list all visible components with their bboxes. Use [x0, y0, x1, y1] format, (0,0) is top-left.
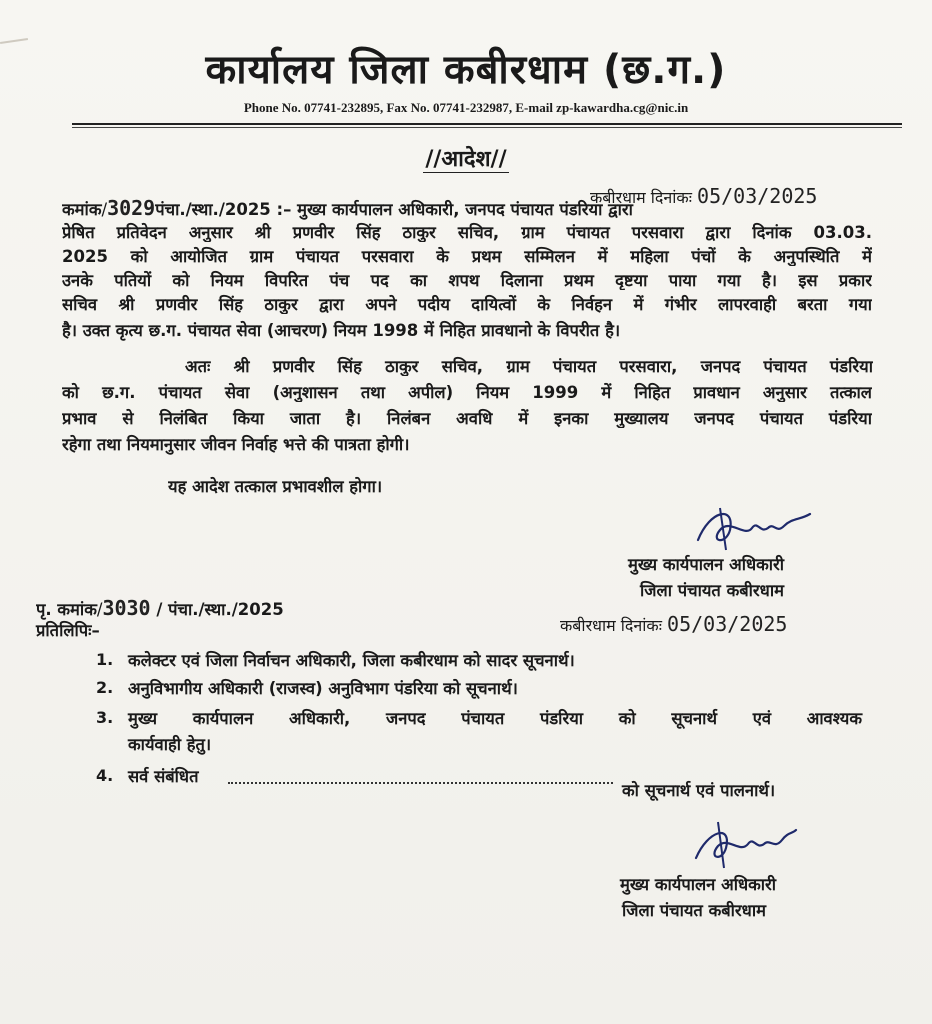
list-item: कलेक्टर एवं जिला निर्वाचन अधिकारी, जिला कबीरधाम को सादर सूचनार्थ। [128, 651, 575, 670]
list-item: मुख्य कार्यपालन अधिकारी, जनपद पंचायत पंडरिया को सूचनार्थ एवं आवश्यक [128, 709, 862, 728]
order-number: 3029 [107, 196, 156, 220]
copy-label: प्रतिलिपिः– [36, 621, 100, 640]
list-number: 1. [96, 650, 114, 669]
paragraph2-line: अतः श्री प्रणवीर सिंह ठाकुर सचिव, ग्राम पंचायत परसवारा, जनपद पंचायत पंडरिया [185, 357, 873, 376]
paragraph1-line: उनके पतियों को नियम विपरित पंच पद का शपथ दिलाना प्रथम दृष्टया पाया गया है। इस प्रकार [62, 271, 872, 290]
paragraph1-line: है। उक्त कृत्य छ.ग. पंचायत सेवा (आचरण) नियम 1998 में निहित प्रावधानो के विपरीत है। [62, 321, 621, 340]
paragraph2-line: को छ.ग. पंचायत सेवा (अनुशासन तथा अपील) नियम 1999 में निहित प्रावधान अनुसार तत्काल [62, 383, 872, 402]
fill-blank-dots [228, 768, 613, 784]
endorsement-number-line: पृ. कमांक/3030 / पंचा./स्था./2025 [36, 596, 284, 620]
signatory-title-1: मुख्य कार्यपालन अधिकारी [628, 555, 785, 574]
place-date-label: कबीरधाम दिनांकः [560, 616, 662, 635]
endorsement-place-date [560, 612, 787, 636]
place-date-label: कबीरधाम दिनांकः [590, 188, 692, 207]
signature-1 [690, 500, 820, 555]
header-rule-thin [72, 127, 902, 128]
list-item: सर्व संबंधित [128, 767, 199, 786]
paragraph2-line: रहेगा तथा नियमानुसार जीवन निर्वाह भत्ते की पात्रता होगी। [62, 435, 410, 454]
signatory-office-2: जिला पंचायत कबीरधाम [622, 901, 766, 920]
list-item-tail: को सूचनार्थ एवं पालनार्थ। [622, 781, 776, 800]
paragraph1-line: प्रेषित प्रतिवेदन अनुसार श्री प्रणवीर सिंह ठाकुर सचिव, ग्राम पंचायत परसवारा द्वारा दिनांक 03.03. [62, 223, 872, 242]
endorsement-date: 05/03/2025 [667, 612, 788, 636]
order-number-label: कमांक [62, 200, 102, 219]
paragraph2-line: प्रभाव से निलंबित किया जाता है। निलंबन अवधि में इनका मुख्यालय जनपद पंचायत पंडरिया [62, 409, 872, 428]
paragraph1-line: 2025 को आयोजित ग्राम पंचायत परसवारा के प्रथम सम्मिलन में महिला पंचों के अनुपस्थिति में [62, 247, 872, 266]
list-item-continuation: कार्यवाही हेतु। [128, 735, 212, 754]
effect-line: यह आदेश तत्काल प्रभावशील होगा। [168, 477, 383, 496]
list-number: 2. [96, 678, 114, 697]
list-number: 3. [96, 708, 114, 727]
endorsement-number-suffix: / पंचा./स्था./2025 [156, 600, 284, 619]
endorsement-number: 3030 [102, 596, 151, 620]
list-number: 4. [96, 766, 114, 785]
order-number-suffix: पंचा./स्था./2025 :– मुख्य कार्यपालन अधिकारी, जनपद पंचायत पंडरिया द्वारा [155, 200, 633, 219]
signatory-title-2: मुख्य कार्यपालन अधिकारी [620, 875, 777, 894]
order-number-line: कमांक/3029पंचा./स्था./2025 :– मुख्य कार्यपालन अधिकारी, जनपद पंचायत पंडरिया द्वारा [62, 196, 633, 220]
header-rule [72, 123, 902, 125]
endorsement-number-label: पृ. कमांक [36, 600, 97, 619]
office-title: कार्यालय जिला कबीरधाम (छ.ग.) [205, 47, 727, 93]
order-heading: //आदेश// [425, 147, 507, 172]
order-date: 05/03/2025 [697, 184, 818, 208]
contact-line: Phone No. 07741-232895, Fax No. 07741-232987, E-mail zp-kawardha.cg@nic.in [243, 100, 689, 115]
signatory-office-1: जिला पंचायत कबीरधाम [640, 581, 784, 600]
paragraph1-line: सचिव श्री प्रणवीर सिंह ठाकुर द्वारा अपने पदीय दायित्वों के निर्वहन में गंभीर लापरवाही बरता गया [62, 295, 872, 314]
signature-2 [690, 816, 800, 872]
list-item: अनुविभागीय अधिकारी (राजस्व) अनुविभाग पंडरिया को सूचनार्थ। [128, 679, 518, 698]
